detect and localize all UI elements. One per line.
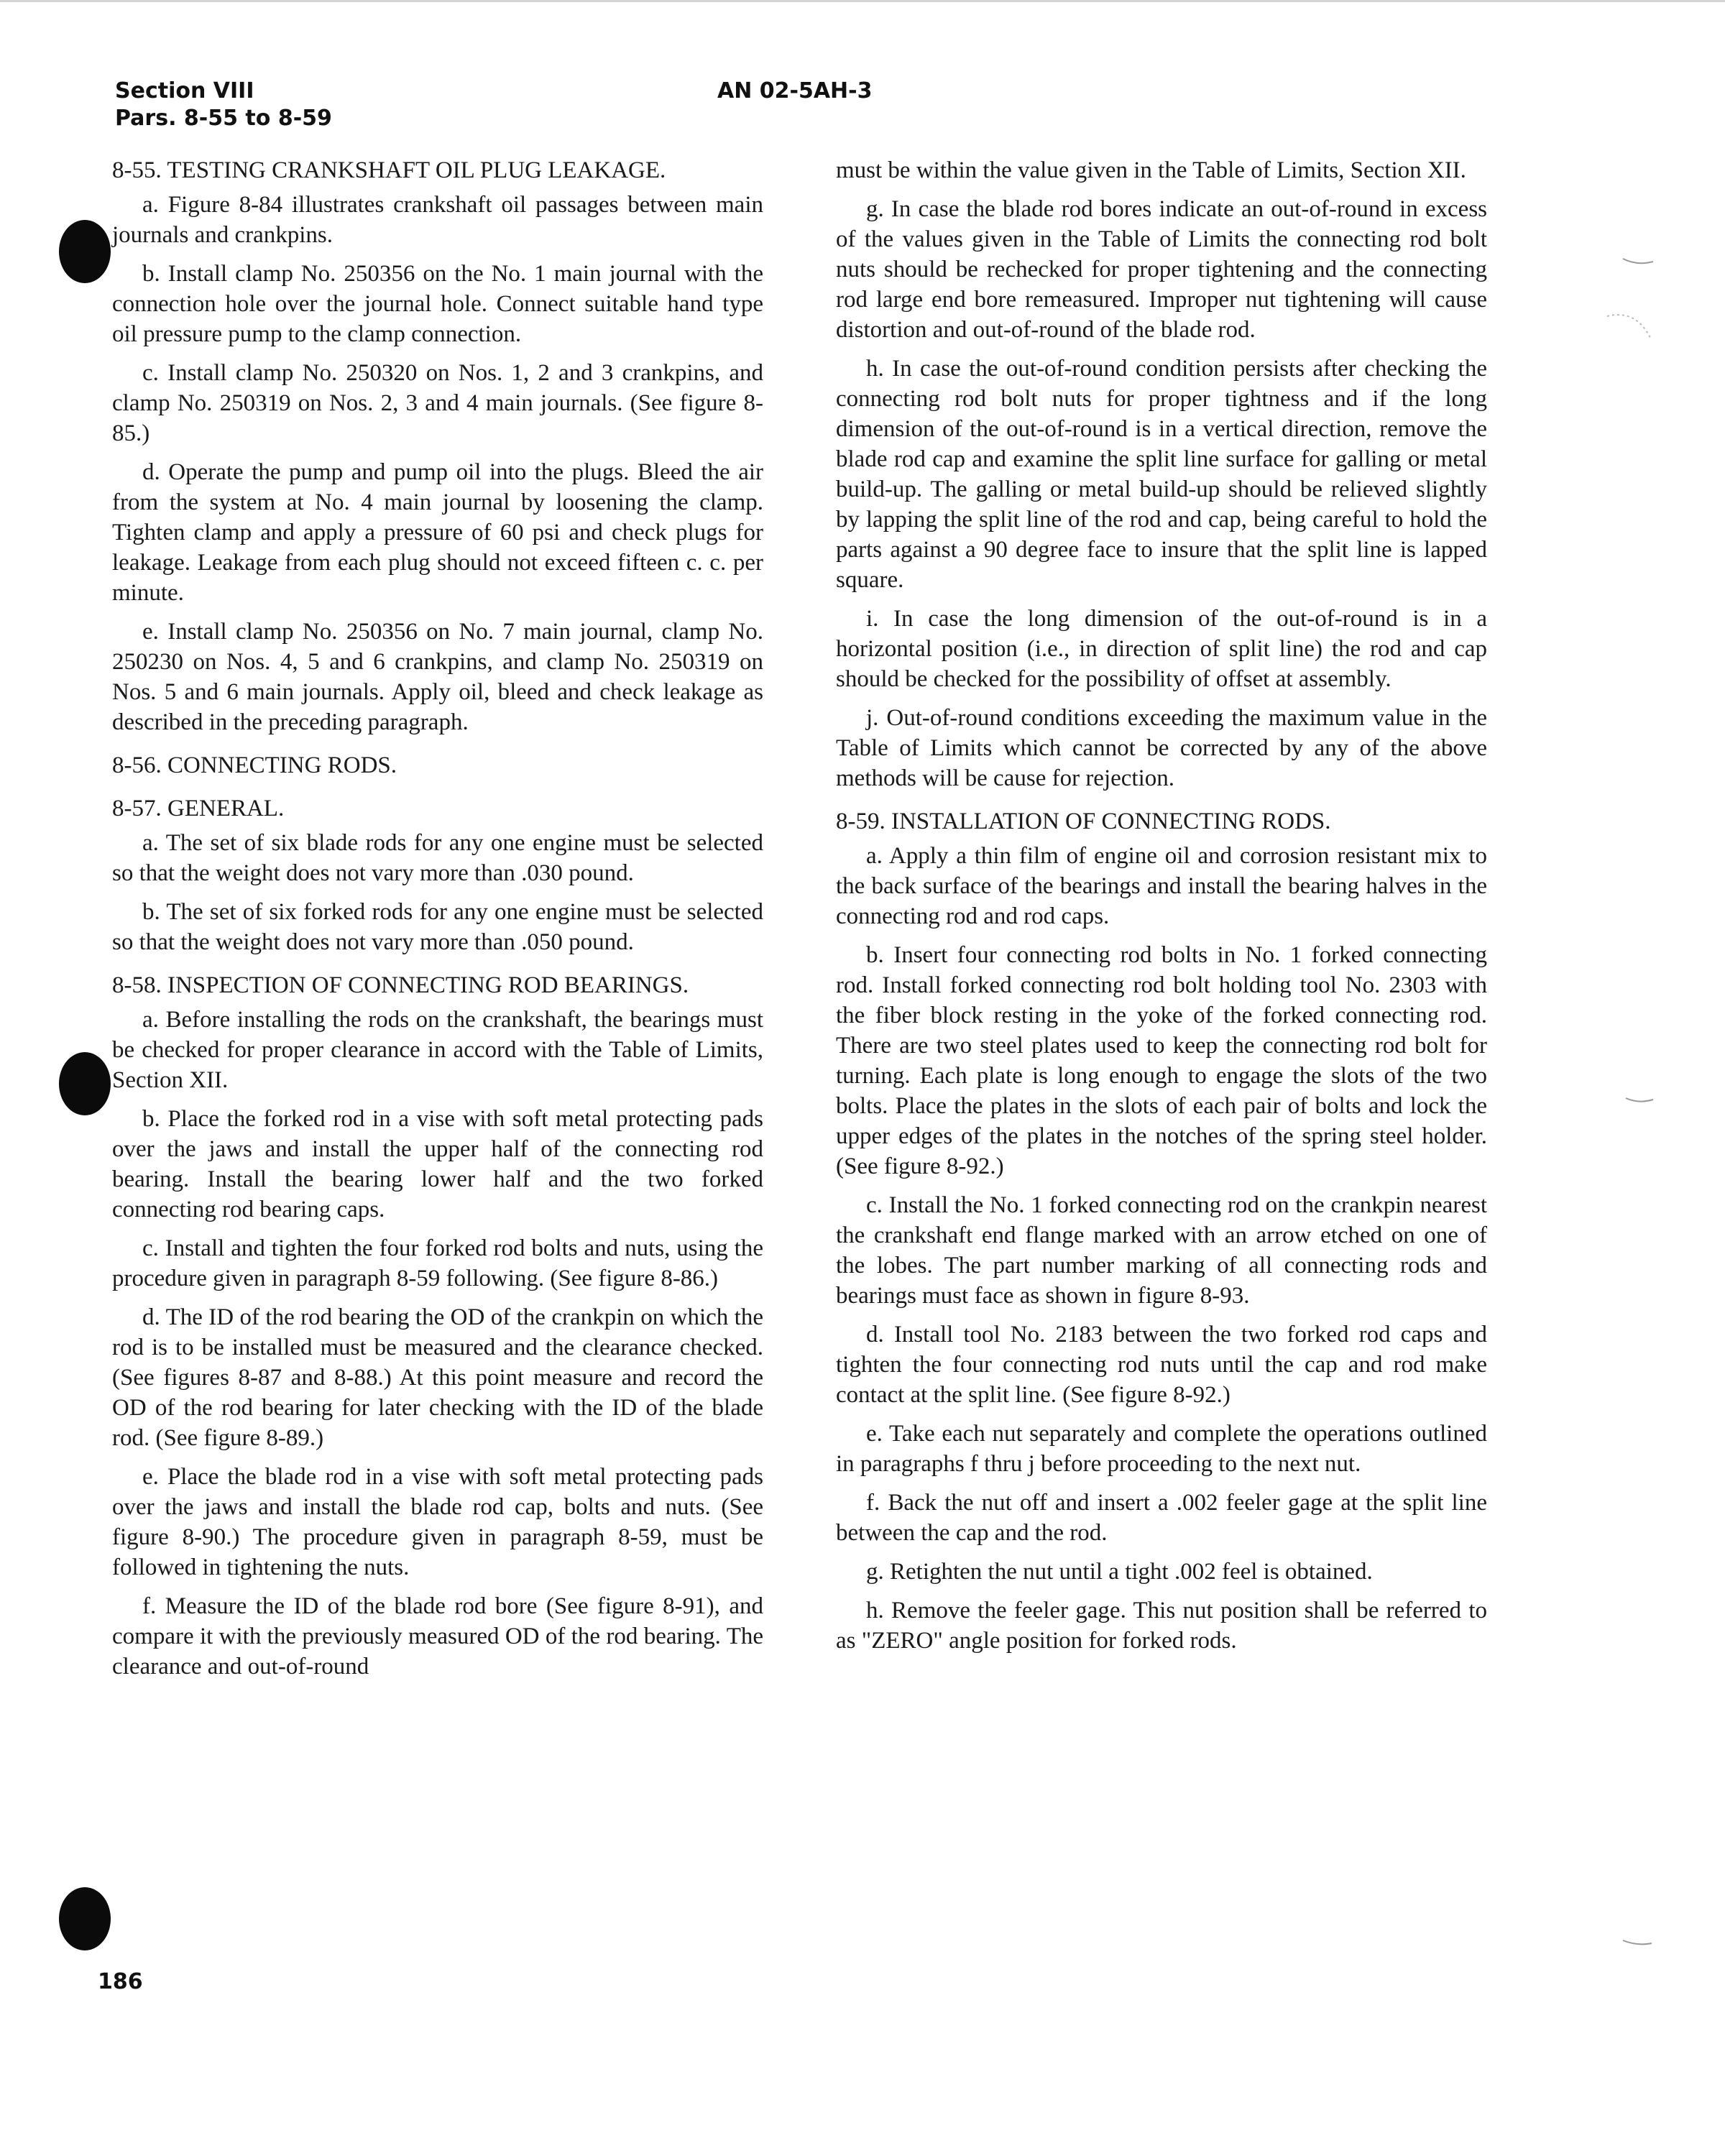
paragraph-range: Pars. 8-55 to 8-59 [115, 106, 332, 131]
heading-8-56: 8-56. CONNECTING RODS. [112, 752, 397, 778]
document-number: AN 02-5AH-3 [717, 78, 873, 103]
paragraph-8-55-b: b. Install clamp No. 250356 on the No. 1 main journal with the connection hole over the journal hole. Connect suitable hand type oil pressure pump to the clamp connection. [112, 261, 763, 347]
right-column [836, 155, 1487, 1664]
paragraph-8-58-b: b. Place the forked rod in a vise with soft metal protecting pads over the jaws and install the upper half of the connecting rod bearing. Install the bearing lower half and the two forked connecting rod bearing caps. [112, 1106, 763, 1222]
paragraph-8-59-c: c. Install the No. 1 forked connecting rod on the crankpin nearest the crankshaft end flange marked with an arrow etched on one of the lobes. The part number marking of all connecting rods and bearings must face as shown in figure 8-93. [836, 1192, 1487, 1309]
binder-hole-top [59, 220, 111, 283]
paragraph-8-58-i: i. In case the long dimension of the out-of-round is in a horizontal position (i.e., in direction of split line) the rod and cap should be checked for the possibility of offset at assembly. [836, 606, 1487, 692]
heading-8-59: 8-59. INSTALLATION OF CONNECTING RODS. [836, 808, 1331, 834]
heading-8-55: 8-55. TESTING CRANKSHAFT OIL PLUG LEAKAGE. [112, 157, 666, 183]
paragraph-8-55-d: d. Operate the pump and pump oil into the plugs. Bleed the air from the system at No. 4 main journal by loosening the clamp. Tighten clamp and apply a pressure of 60 psi and check plugs for leakage. Leakage from each plug should not exceed fifteen c. c. per minute. [112, 459, 763, 606]
paragraph-8-59-b: b. Insert four connecting rod bolts in No. 1 forked connecting rod. Install forked connecting rod bolt holding tool No. 2303 with the fiber block resting in the yoke of the forked connecting rod. There are two steel plates used to keep the connecting rod bolt for turning. Each plate is long enough to engage the slots of the two bolts. Place the plates in the slots of each pair of bolts and lock the upper edges of the plates in the notches of the spring steel holder. (See figure 8-92.) [836, 942, 1487, 1179]
paragraph-8-59-a: a. Apply a thin film of engine oil and corrosion resistant mix to the back surface of the bearings and install the bearing halves in the connecting rod and rod caps. [836, 843, 1487, 929]
paragraph-8-59-g: g. Retighten the nut until a tight .002 feel is obtained. [866, 1559, 1373, 1585]
paragraph-8-58-f-continued: must be within the value given in the Table of Limits, Section XII. [836, 157, 1466, 183]
section-label: Section VIII [115, 78, 254, 103]
paragraph-8-55-c: c. Install clamp No. 250320 on Nos. 1, 2 and 3 crankpins, and clamp No. 250319 on Nos. 2, 3 and 4 main journals. (See figure 8-85.) [112, 360, 763, 446]
paragraph-8-58-c: c. Install and tighten the four forked rod bolts and nuts, using the procedure given in paragraph 8-59 following. (See figure 8-86.) [112, 1235, 763, 1291]
paragraph-8-58-g: g. In case the blade rod bores indicate an out-of-round in excess of the values given in the Table of Limits the connecting rod bolt nuts should be rechecked for proper tightening and the connecting rod large end bore remeasured. Improper nut tightening will cause distortion and out-of-round of the blade rod. [836, 196, 1487, 343]
paragraph-8-57-a: a. The set of six blade rods for any one engine must be selected so that the weight does not vary more than .030 pound. [112, 830, 763, 886]
running-header-left [115, 78, 332, 132]
top-edge-rule [0, 0, 1725, 2]
paragraph-8-58-h: h. In case the out-of-round condition persists after checking the connecting rod bolt nuts for proper tightness and if the long dimension of the out-of-round is in a vertical direction, remove the blade rod cap and examine the split line surface for galling or metal build-up. The galling or metal build-up should be relieved slightly by lapping the split line of the rod and cap, being careful to hold the parts against a 90 degree face to insure that the split line is lapped square. [836, 356, 1487, 593]
paragraph-8-58-a: a. Before installing the rods on the crankshaft, the bearings must be checked for proper clearance in accord with the Table of Limits, Section XII. [112, 1007, 763, 1093]
paragraph-8-59-f: f. Back the nut off and insert a .002 feeler gage at the split line between the cap and the rod. [836, 1490, 1487, 1546]
page-number: 186 [98, 1969, 143, 1994]
binder-hole-middle [59, 1052, 111, 1115]
margin-mark [1607, 315, 1650, 338]
left-column [112, 155, 763, 1690]
heading-8-58: 8-58. INSPECTION OF CONNECTING ROD BEARINGS. [112, 972, 689, 998]
margin-mark [1623, 1940, 1652, 1944]
paragraph-8-55-a: a. Figure 8-84 illustrates crankshaft oil passages between main journals and crankpins. [112, 192, 763, 248]
paragraph-8-59-d: d. Install tool No. 2183 between the two forked rod caps and tighten the four connecting rod nuts until the cap and rod make contact at the split line. (See figure 8-92.) [836, 1322, 1487, 1408]
heading-8-57: 8-57. GENERAL. [112, 796, 285, 821]
paragraph-8-57-b: b. The set of six forked rods for any one engine must be selected so that the weight does not vary more than .050 pound. [112, 899, 763, 955]
binder-hole-bottom [59, 1887, 111, 1950]
paragraph-8-59-h: h. Remove the feeler gage. This nut position shall be referred to as "ZERO" angle position for forked rods. [836, 1598, 1487, 1654]
margin-mark [1623, 259, 1653, 263]
paragraph-8-55-e: e. Install clamp No. 250356 on No. 7 main journal, clamp No. 250230 on Nos. 4, 5 and 6 crankpins, and clamp No. 250319 on Nos. 5 and 6 main journals. Apply oil, bleed and check leakage as described in the preceding paragraph. [112, 619, 763, 735]
paragraph-8-58-d: d. The ID of the rod bearing the OD of the crankpin on which the rod is to be installed must be measured and the clearance checked. (See figures 8-87 and 8-88.) At this point measure and record the OD of the rod bearing for later checking with the ID of the blade rod. (See figure 8-89.) [112, 1304, 763, 1451]
margin-mark [1626, 1098, 1653, 1102]
paragraph-8-58-f: f. Measure the ID of the blade rod bore (See figure 8-91), and compare it with the previously measured OD of the rod bearing. The clearance and out-of-round [112, 1593, 763, 1680]
paragraph-8-59-e: e. Take each nut separately and complete the operations outlined in paragraphs f thru j before proceeding to the next nut. [836, 1421, 1487, 1477]
paragraph-8-58-e: e. Place the blade rod in a vise with soft metal protecting pads over the jaws and install the blade rod cap, bolts and nuts. (See figure 8-90.) The procedure given in paragraph 8-59, must be followed in tightening the nuts. [112, 1464, 763, 1580]
paragraph-8-58-j: j. Out-of-round conditions exceeding the maximum value in the Table of Limits which cannot be corrected by any of the above methods will be cause for rejection. [836, 705, 1487, 791]
